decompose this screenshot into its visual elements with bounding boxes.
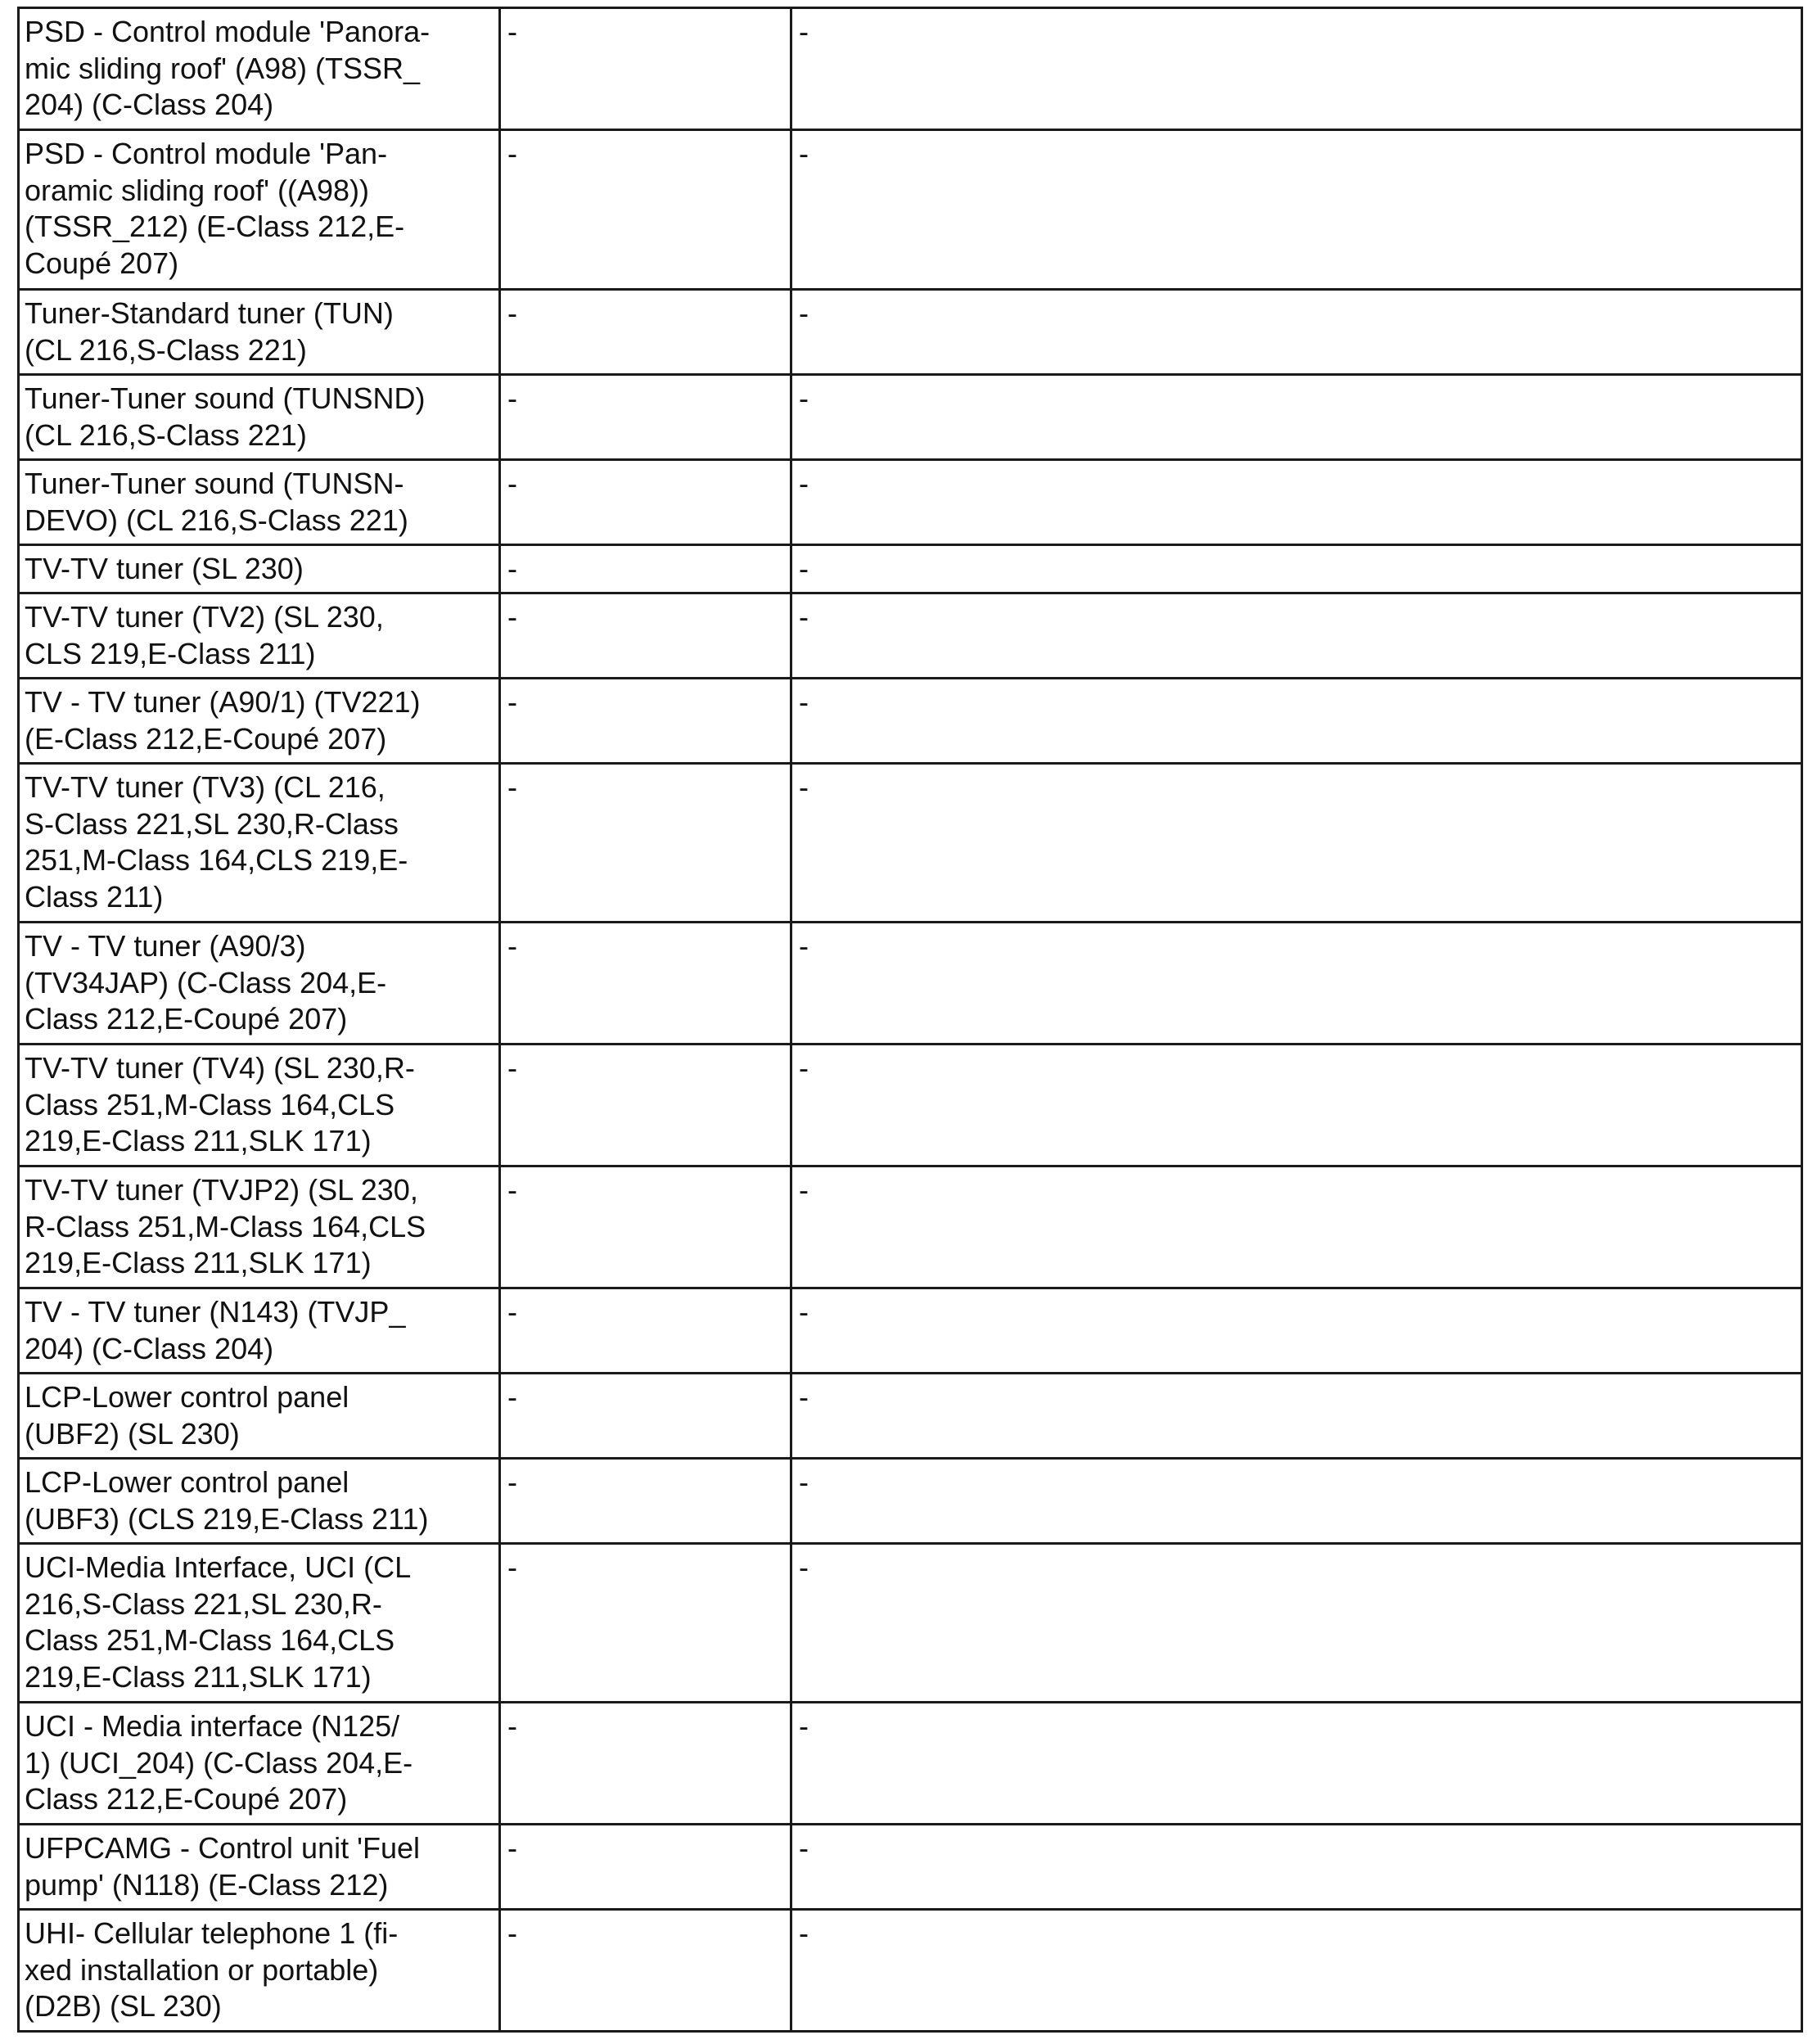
module-cell: Tuner-Tuner sound (TUNSN- DEVO) (CL 216,S-Class 221) (19, 460, 500, 545)
value-cell-3: - (791, 1459, 1802, 1544)
value-cell-3: - (791, 1703, 1802, 1825)
value-cell-2: - (500, 1544, 791, 1703)
table-row (19, 679, 1802, 764)
value-cell-2: - (500, 1825, 791, 1910)
value-cell-3: - (791, 679, 1802, 764)
module-cell: TV-TV tuner (TV3) (CL 216, S-Class 221,SL 230,R-Class 251,M-Class 164,CLS 219,E- Class 211) (19, 764, 500, 923)
table-row (19, 1544, 1802, 1703)
module-cell: UCI-Media Interface, UCI (CL 216,S-Class 221,SL 230,R- Class 251,M-Class 164,CLS 219,E-Class 211,SLK 171) (19, 1544, 500, 1703)
value-cell-3: - (791, 923, 1802, 1045)
module-cell: Tuner-Standard tuner (TUN) (CL 216,S-Class 221) (19, 290, 500, 375)
table-body (19, 8, 1802, 2032)
value-cell-2: - (500, 375, 791, 460)
value-cell-3: - (791, 764, 1802, 923)
value-cell-2: - (500, 593, 791, 679)
module-cell: UHI- Cellular telephone 1 (fi- xed installation or portable) (D2B) (SL 230) (19, 1910, 500, 2032)
module-cell: TV - TV tuner (N143) (TVJP_ 204) (C-Class 204) (19, 1288, 500, 1374)
value-cell-2: - (500, 1459, 791, 1544)
table-row (19, 1374, 1802, 1459)
module-cell: PSD - Control module 'Pan- oramic sliding roof' ((A98)) (TSSR_212) (E-Class 212,E- Coupé 207) (19, 130, 500, 290)
module-cell: LCP-Lower control panel (UBF2) (SL 230) (19, 1374, 500, 1459)
value-cell-2: - (500, 290, 791, 375)
value-cell-2: - (500, 1703, 791, 1825)
table-row (19, 130, 1802, 290)
table-row (19, 1166, 1802, 1288)
value-cell-3: - (791, 8, 1802, 130)
table-row (19, 290, 1802, 375)
table-row (19, 1703, 1802, 1825)
module-cell: TV-TV tuner (SL 230) (19, 545, 500, 593)
module-cell: LCP-Lower control panel (UBF3) (CLS 219,E-Class 211) (19, 1459, 500, 1544)
value-cell-3: - (791, 1166, 1802, 1288)
value-cell-2: - (500, 1910, 791, 2032)
value-cell-3: - (791, 1374, 1802, 1459)
value-cell-2: - (500, 460, 791, 545)
value-cell-2: - (500, 764, 791, 923)
value-cell-3: - (791, 545, 1802, 593)
table-row (19, 8, 1802, 130)
value-cell-2: - (500, 130, 791, 290)
module-cell: TV-TV tuner (TV2) (SL 230, CLS 219,E-Class 211) (19, 593, 500, 679)
value-cell-3: - (791, 1544, 1802, 1703)
table-row (19, 1045, 1802, 1166)
table-row (19, 1910, 1802, 2032)
value-cell-3: - (791, 1910, 1802, 2032)
value-cell-3: - (791, 130, 1802, 290)
module-cell: Tuner-Tuner sound (TUNSND) (CL 216,S-Class 221) (19, 375, 500, 460)
value-cell-2: - (500, 679, 791, 764)
module-cell: TV - TV tuner (A90/1) (TV221) (E-Class 212,E-Coupé 207) (19, 679, 500, 764)
module-cell: UFPCAMG - Control unit 'Fuel pump' (N118) (E-Class 212) (19, 1825, 500, 1910)
control-module-table (17, 7, 1803, 2033)
table-row (19, 1459, 1802, 1544)
value-cell-2: - (500, 1374, 791, 1459)
table-row (19, 460, 1802, 545)
table-row (19, 375, 1802, 460)
table-row (19, 764, 1802, 923)
table-row (19, 593, 1802, 679)
value-cell-2: - (500, 1288, 791, 1374)
value-cell-3: - (791, 1288, 1802, 1374)
module-cell: UCI - Media interface (N125/ 1) (UCI_204) (C-Class 204,E- Class 212,E-Coupé 207) (19, 1703, 500, 1825)
module-cell: TV-TV tuner (TV4) (SL 230,R- Class 251,M-Class 164,CLS 219,E-Class 211,SLK 171) (19, 1045, 500, 1166)
table-row (19, 1288, 1802, 1374)
value-cell-2: - (500, 1166, 791, 1288)
table-row (19, 545, 1802, 593)
module-cell: TV-TV tuner (TVJP2) (SL 230, R-Class 251,M-Class 164,CLS 219,E-Class 211,SLK 171) (19, 1166, 500, 1288)
module-cell: PSD - Control module 'Panora- mic sliding roof' (A98) (TSSR_ 204) (C-Class 204) (19, 8, 500, 130)
value-cell-2: - (500, 545, 791, 593)
module-cell: TV - TV tuner (A90/3) (TV34JAP) (C-Class 204,E- Class 212,E-Coupé 207) (19, 923, 500, 1045)
table-row (19, 923, 1802, 1045)
value-cell-2: - (500, 923, 791, 1045)
value-cell-3: - (791, 290, 1802, 375)
value-cell-2: - (500, 8, 791, 130)
value-cell-3: - (791, 593, 1802, 679)
value-cell-3: - (791, 460, 1802, 545)
table-row (19, 1825, 1802, 1910)
value-cell-3: - (791, 1825, 1802, 1910)
value-cell-3: - (791, 1045, 1802, 1166)
value-cell-3: - (791, 375, 1802, 460)
value-cell-2: - (500, 1045, 791, 1166)
